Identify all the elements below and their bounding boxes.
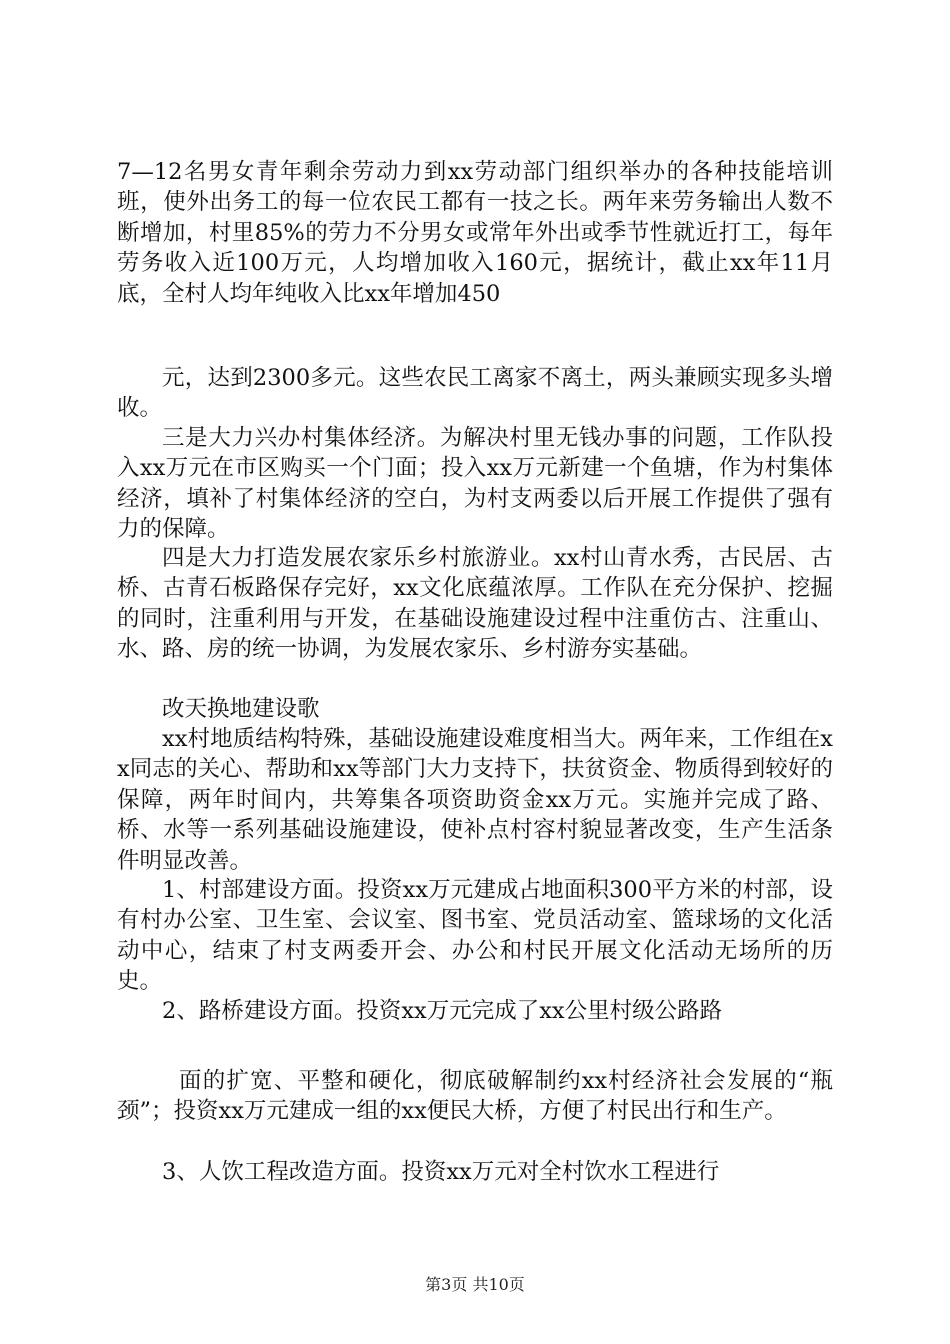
page-footer: 第3页 共10页 (425, 1275, 525, 1294)
paragraph-rural-tourism: 四是大力打造发展农家乐乡村旅游业。xx村山青水秀，古民居、古桥、古青石板路保存完好，xx文化底蕴浓厚。工作队在充分保护、挖掘的同时，注重利用与开发，在基础设施建设过程中注重仿古、注重山、水、路、房的统一协调，为发展农家乐、乡村游夯实基础。 (117, 545, 833, 663)
paragraph-collective-economy: 三是大力兴办村集体经济。为解决村里无钱办事的问题，工作队投入xx万元在市区购买一个门面；投入xx万元新建一个鱼塘，作为村集体经济，填补了村集体经济的空白，为村支两委以后开展工作提供了强有力的保障。 (117, 425, 833, 543)
paragraph-village-office: 1、村部建设方面。投资xx万元建成占地面积300平方米的村部，设有村办公室、卫生室、会议室、图书室、党员活动室、篮球场的文化活动中心，结束了村支两委开会、办公和村民开展文化活动无场所的历史。 (117, 877, 833, 995)
paragraph-road-bridge-continued: 面的扩宽、平整和硬化，彻底破解制约xx村经济社会发展的“瓶颈”；投资xx万元建成一组的xx便民大桥，方便了村民出行和生产。 (117, 1068, 833, 1125)
section-heading: 改天换地建设歌 (162, 696, 320, 722)
paragraph-income-increase: 元，达到2300多元。这些农民工离家不离土，两头兼顾实现多头增收。 (117, 365, 833, 422)
paragraph-drinking-water: 3、人饮工程改造方面。投资xx万元对全村饮水工程进行 (162, 1159, 720, 1185)
paragraph-labor-training: 7—12名男女青年剩余劳动力到xx劳动部门组织举办的各种技能培训班，使外出务工的每一位农民工都有一技之长。两年来劳务输出人数不断增加，村里85%的劳力不分男女或常年外出或季节性就近打工，每年劳务收入近100万元，人均增加收入160元，据统计，截止xx年11月底，全村人均年纯收入比xx年增加450 (117, 159, 833, 307)
paragraph-infrastructure: xx村地质结构特殊，基础设施建设难度相当大。两年来，工作组在xx同志的关心、帮助和xx等部门大力支持下，扶贫资金、物质得到较好的保障，两年时间内，共筹集各项资助资金xx万元。实施并完成了路、桥、水等一系列基础设施建设，使补点村容村貌显著改变，生产生活条件明显改善。 (117, 726, 833, 874)
paragraph-road-bridge: 2、路桥建设方面。投资xx万元完成了xx公里村级公路路 (162, 998, 723, 1024)
